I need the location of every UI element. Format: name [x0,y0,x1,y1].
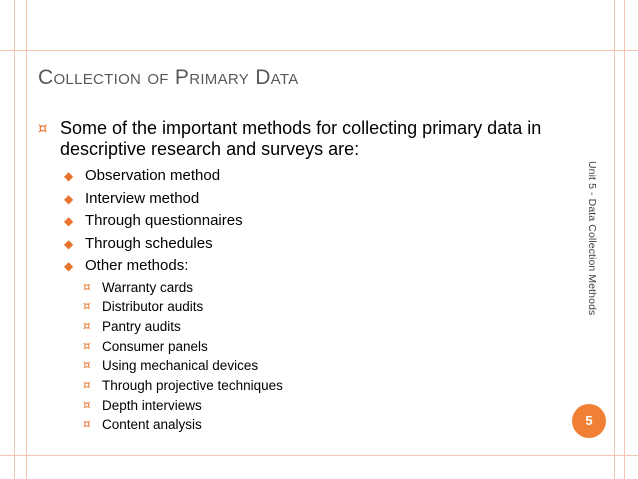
other-method-item [38,415,558,435]
left-guide-line-inner [26,0,27,479]
right-guide-line-inner [614,0,615,479]
unit-sidebar-label: Unit 5 - Data Collection Methods [586,161,598,316]
square-bullet-icon: ¤ [83,279,91,294]
other-methods-list [38,278,558,436]
square-bullet-icon: ¤ [83,397,91,412]
top-guide-line [0,50,638,51]
method-item-text: Through schedules [85,234,213,252]
intro-item [38,118,558,160]
other-method-item-text: Content analysis [102,417,202,433]
slide-content [38,118,558,435]
other-method-item [38,356,558,376]
method-item [38,188,558,211]
method-item [38,165,558,188]
other-method-item [38,317,558,337]
other-method-item-text: Consumer panels [102,338,208,354]
method-item-text: Interview method [85,189,200,207]
left-guide-line-outer [14,0,15,479]
right-guide-line-outer [624,0,625,479]
other-method-item-text: Through projective techniques [102,378,283,394]
slide-title: Collection of Primary Data [38,66,299,89]
method-item-text: Observation method [85,167,221,184]
square-bullet-icon: ¤ [83,338,91,353]
square-bullet-icon: ¤ [83,299,91,314]
other-method-item-text: Pantry audits [102,318,181,334]
other-method-item [38,297,558,317]
intro-text: Some of the important methods for collecting primary data in descriptive research and surveys are: [60,118,542,159]
other-method-item-text: Depth interviews [102,397,202,413]
methods-list [38,165,558,278]
other-method-item [38,278,558,298]
other-method-item [38,337,558,357]
square-bullet-icon: ¤ [83,378,91,393]
other-method-item-text: Using mechanical devices [102,358,259,374]
method-item [38,233,558,256]
method-item [38,255,558,278]
other-method-item-text: Distributor audits [102,299,204,315]
square-bullet-icon: ¤ [38,119,48,137]
other-method-item [38,376,558,396]
method-item-text: Other methods: [85,257,189,274]
other-method-item-text: Warranty cards [102,279,194,295]
diamond-bullet-icon: ◆ [64,191,74,206]
diamond-bullet-icon: ◆ [64,169,74,183]
method-item [38,210,558,233]
page-number-badge: 5 [572,404,606,438]
bottom-guide-line [0,455,638,456]
method-item-text: Through questionnaires [85,212,243,229]
other-method-item [38,396,558,416]
diamond-bullet-icon: ◆ [64,214,74,228]
diamond-bullet-icon: ◆ [64,236,74,251]
diamond-bullet-icon: ◆ [64,259,74,273]
square-bullet-icon: ¤ [83,417,91,432]
square-bullet-icon: ¤ [83,358,91,373]
square-bullet-icon: ¤ [83,318,91,333]
